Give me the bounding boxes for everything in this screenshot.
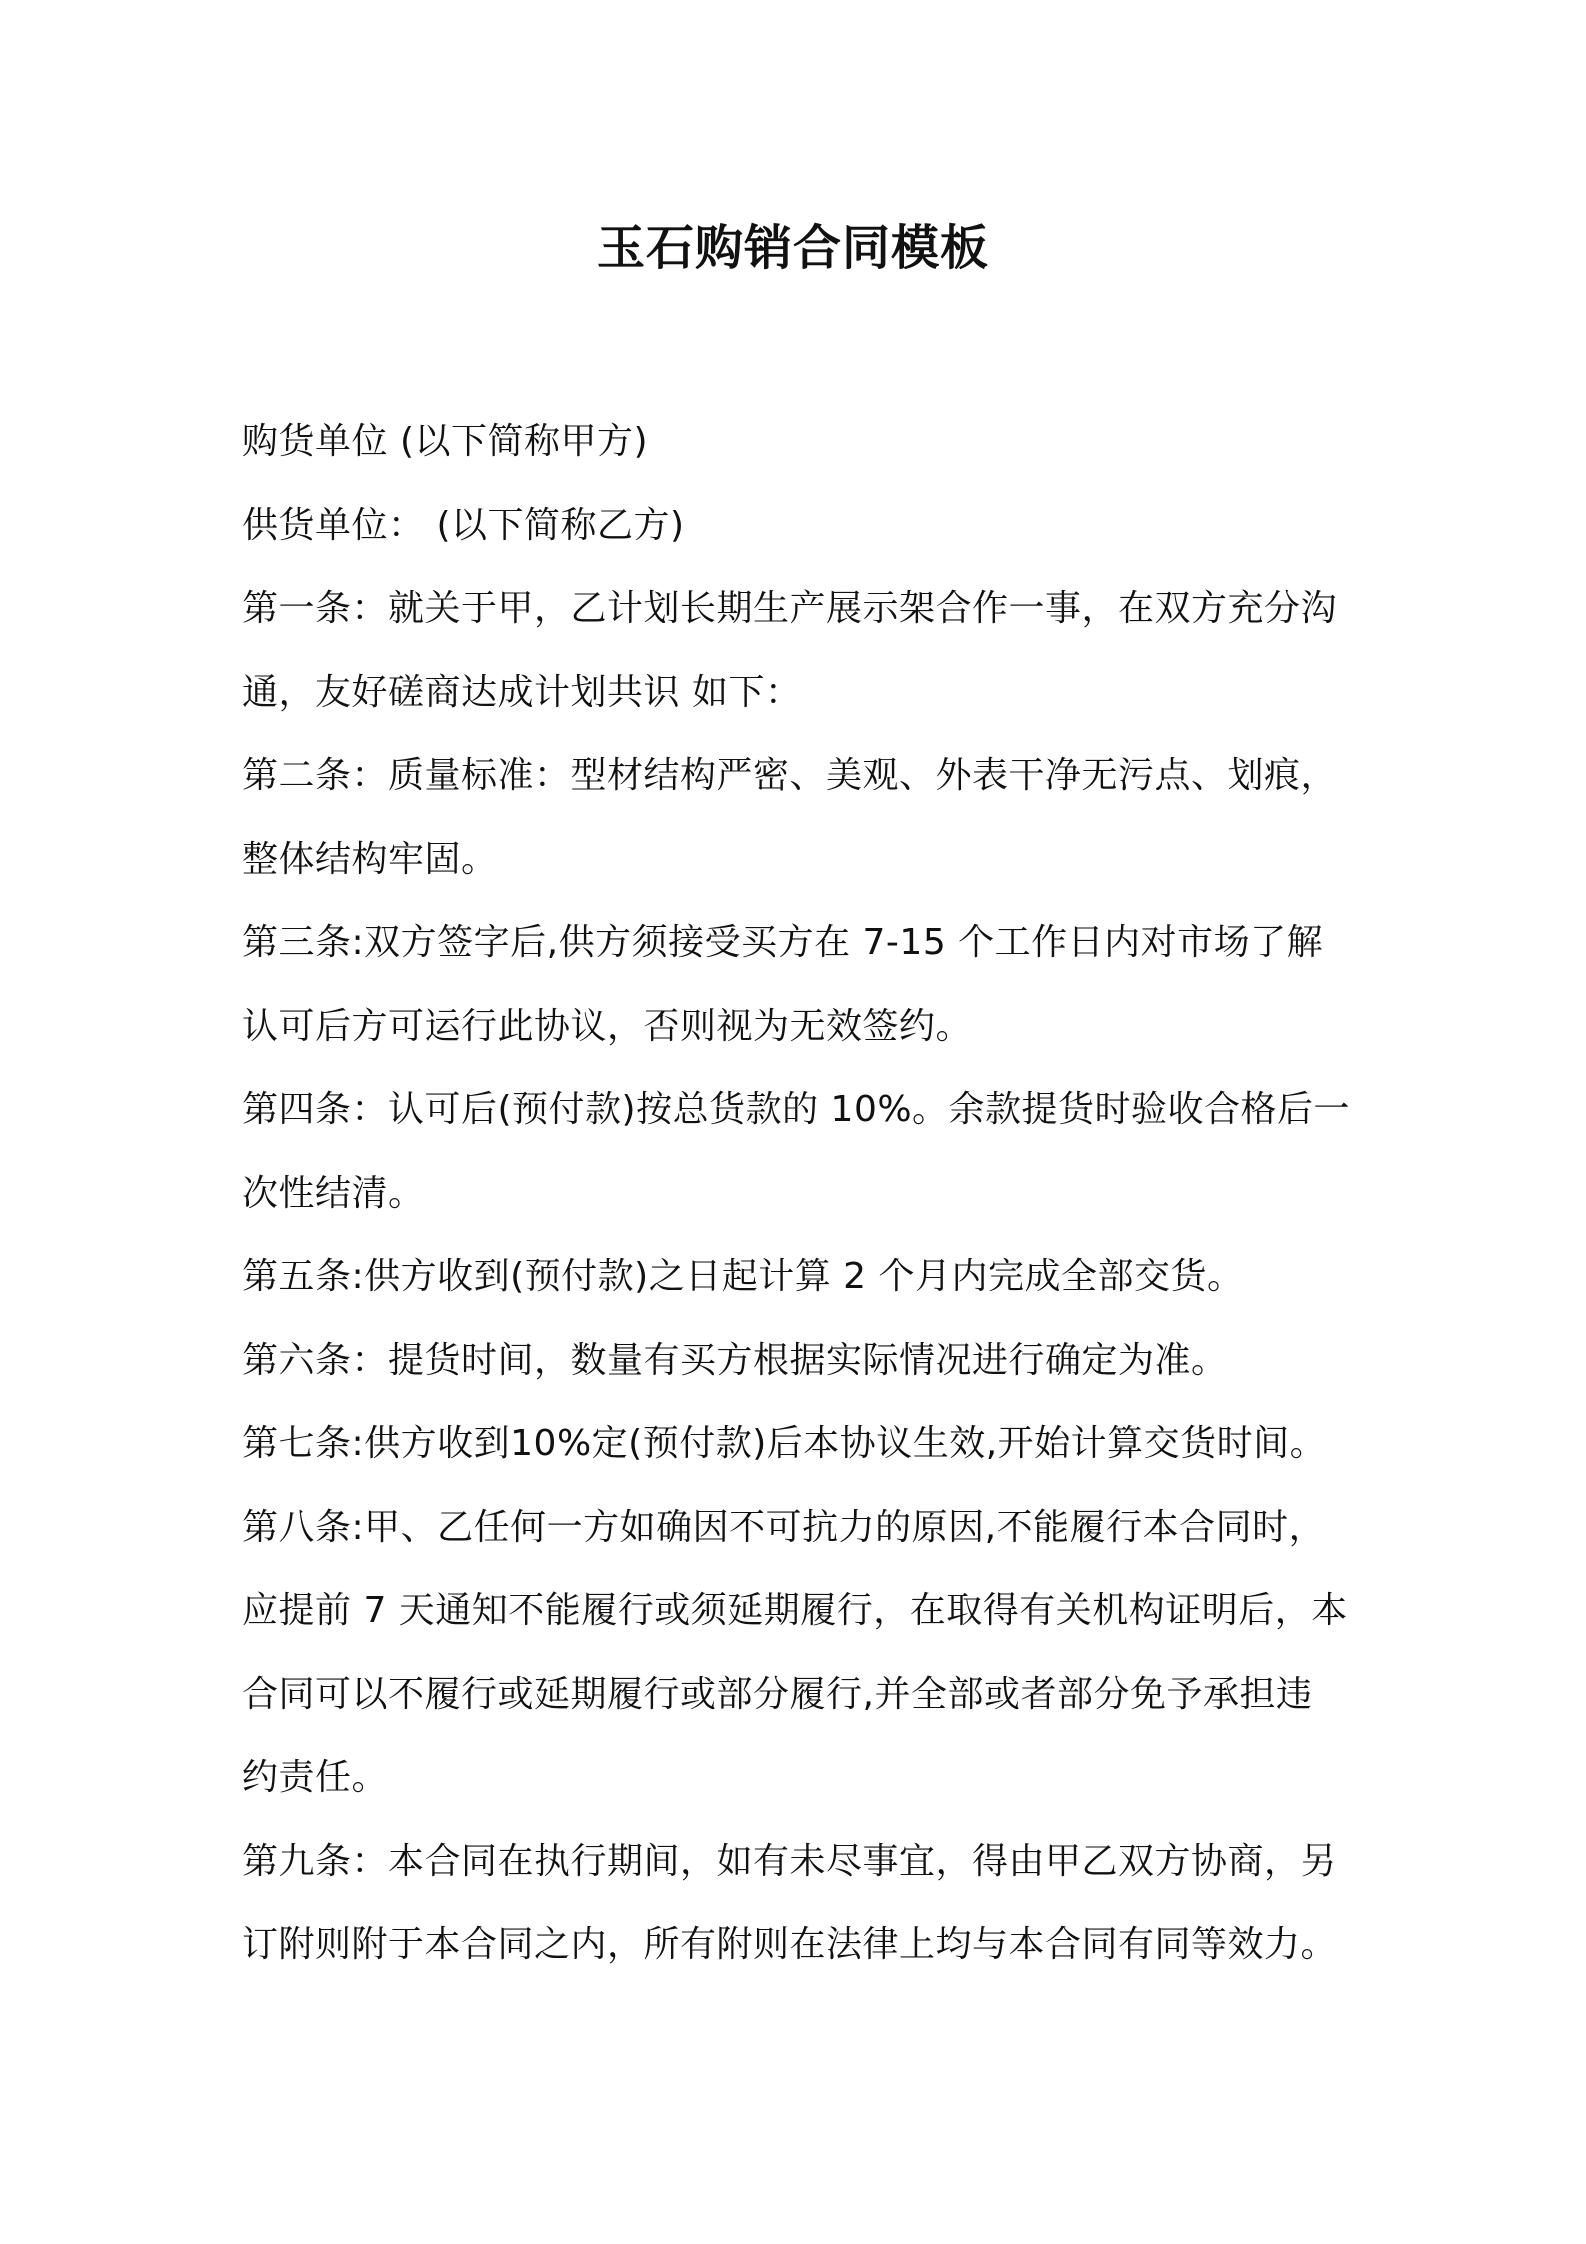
text-line-article-2a: 第二条：质量标准：型材结构严密、美观、外表干净无污点、划痕， (242, 755, 1338, 796)
text-line-article-4a: 第四条：认可后(预付款)按总货款的 10%。余款提货时验收合格后一 (242, 1089, 1351, 1130)
text-line-article-5: 第五条:供方收到(预付款)之日起计算 2 个月内完成全部交货。 (242, 1256, 1244, 1297)
text-line-article-8d: 约责任。 (242, 1757, 389, 1798)
text-line-article-8a: 第八条:甲、乙任何一方如确因不可抗力的原因,不能履行本合同时， (242, 1506, 1326, 1548)
text-line-article-7: 第七条:供方收到10%定(预付款)后本协议生效,开始计算交货时间。 (242, 1423, 1327, 1464)
text-line-supplier: 供货单位： (以下简称乙方) (242, 504, 685, 546)
text-line-article-1a: 第一条：就关于甲，乙计划长期生产展示架合作一事，在双方充分沟 (242, 588, 1338, 629)
text-line-article-3a: 第三条:双方签字后,供方须接受买方在 7-15 个工作日内对市场了解 (242, 922, 1324, 963)
text-line-article-3b: 认可后方可运行此协议，否则视为无效签约。 (242, 1005, 973, 1047)
text-line-article-9b: 订附则附于本合同之内，所有附则在法律上均与本合同有同等效力。 (242, 1924, 1338, 1965)
document-body (242, 400, 1362, 1987)
text-line-buyer: 购货单位 (以下简称甲方) (242, 421, 649, 462)
text-line-article-9a: 第九条：本合同在执行期间，如有未尽事宜，得由甲乙双方协商，另 (242, 1840, 1338, 1882)
text-line-article-8c: 合同可以不履行或延期履行或部分履行,并全部或者部分免予承担违 (242, 1673, 1313, 1715)
document-title: 玉石购销合同模板 (596, 220, 989, 276)
text-line-article-6: 第六条：提货时间，数量有买方根据实际情况进行确定为准。 (242, 1339, 1228, 1381)
text-line-article-8b: 应提前 7 天通知不能履行或须延期履行，在取得有关机构证明后，本 (242, 1590, 1348, 1631)
text-line-article-2b: 整体结构牢固。 (242, 838, 498, 880)
text-line-article-4b: 次性结清。 (242, 1172, 425, 1214)
text-line-article-1b: 通，友好磋商达成计划共识 如下： (242, 671, 802, 713)
